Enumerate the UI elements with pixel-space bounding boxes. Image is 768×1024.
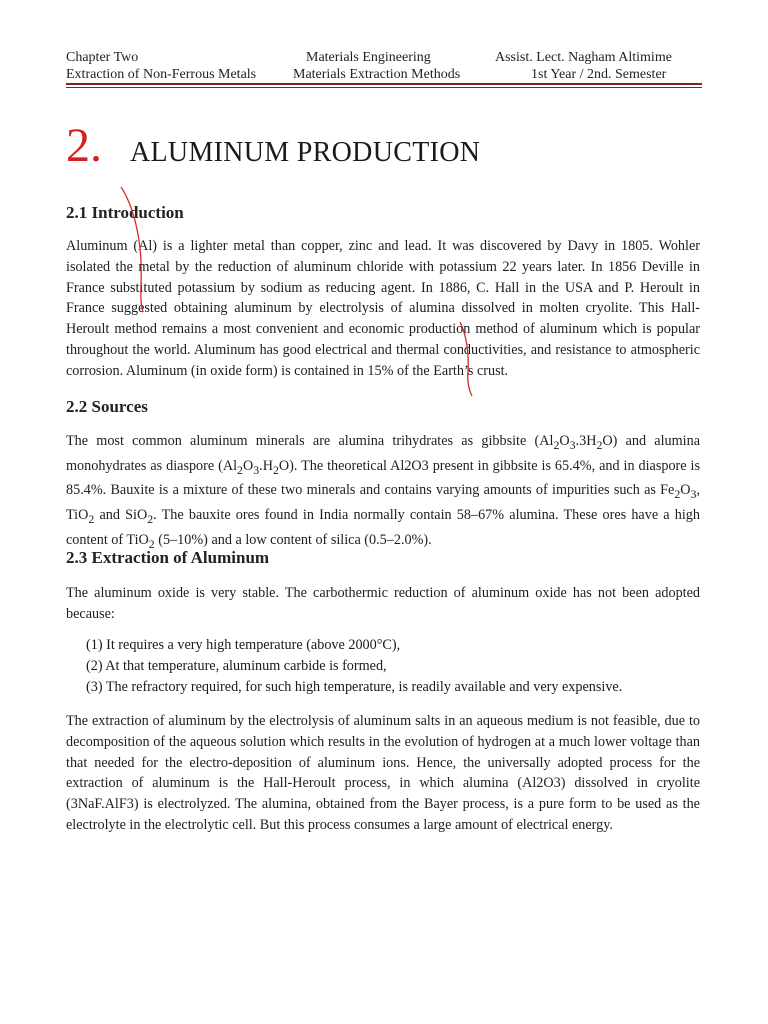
sources-paragraph: The most common aluminum minerals are alumina trihydrates as gibbsite $(Al_2O_3.3H_2O)$ and alumina monohydrates as diaspore $(Al_2O_3.H_2O)$. The theoretical Al2O3 present in gibbsite is 65.4%, and in diaspore is 85.4%. Bauxite is a mixture of these two minerals and contains varying amounts of impurities such as $Fe_2O_3$, TiO$_2$ and SiO$_2$. The bauxite ores found in India normally contain 58–67% alumina. These ores have a high content of TiO$_2$ (5–10%) and a low content of silica (0.5–2.0%). [66, 433, 700, 551]
header-department: Materials Engineering [306, 50, 431, 65]
extraction-reasons-list [66, 635, 706, 697]
chapter-title: ALUMINUM PRODUCTION [130, 137, 481, 168]
list-item: (3) The refractory required, for such high temperature, is readily available and very expensive. [86, 678, 623, 695]
header-subject: Extraction of Non-Ferrous Metals [66, 67, 257, 82]
header-rule-thick [66, 83, 702, 85]
chapter-number: 2. [66, 119, 102, 172]
introduction-paragraph: Aluminum (Al) is a lighter metal than copper, zinc and lead. It was discovered by Davy in 1805. Wohler isolated the metal by the reduction of aluminum chloride with potassium 22 years later. In 1856 Deville in France substituted potassium by sodium as reducing agent. In 1886, C. Hall in the USA and P. Heroult in France suggested obtaining aluminum by electrolysis of alumina dissolved in molten cryolite. This Hall-Heroult method remains a most convenient and economic production method of aluminum which is popular throughout the world. Aluminum has good electrical and thermal conductivities, and resistance to atmospheric corrosion. Aluminum (in oxide form) is contained in 15% of the Earth’s crust. [66, 238, 700, 379]
list-item: (2) At that temperature, aluminum carbide is formed, [86, 657, 387, 674]
header-semester: 1st Year / 2nd. Semester [531, 67, 667, 82]
section-heading-extraction: 2.3 Extraction of Aluminum [66, 548, 270, 567]
extraction-body-paragraph: The extraction of aluminum by the electrolysis of aluminum salts in an aqueous medium is not feasible, due to decomposition of the aqueous solution which results in the evolution of hydrogen at a much lower voltage than that needed for the electro-deposition of aluminum ions. Hence, the universally adopted process for the extraction of aluminum is the Hall-Heroult process, in which alumina (Al2O3) dissolved in cryolite (3NaF.AlF3) is electrolyzed. The alumina, obtained from the Bayer process, is a pure form to be used as the electrolyte in the electrolytic cell. But this process consumes a large amount of electrical energy. [66, 713, 700, 833]
header-course: Materials Extraction Methods [293, 67, 461, 82]
extraction-intro-paragraph: The aluminum oxide is very stable. The carbothermic reduction of aluminum oxide has not been adopted because: [66, 585, 700, 622]
header-rule-thin [66, 87, 702, 88]
section-heading-introduction: 2.1 Introduction [66, 203, 184, 222]
header-author: Assist. Lect. Nagham Altimime [495, 50, 672, 65]
list-item: (1) It requires a very high temperature (above 2000°C), [86, 637, 401, 653]
header-chapter: Chapter Two [66, 50, 139, 65]
section-heading-sources: 2.2 Sources [66, 397, 148, 416]
